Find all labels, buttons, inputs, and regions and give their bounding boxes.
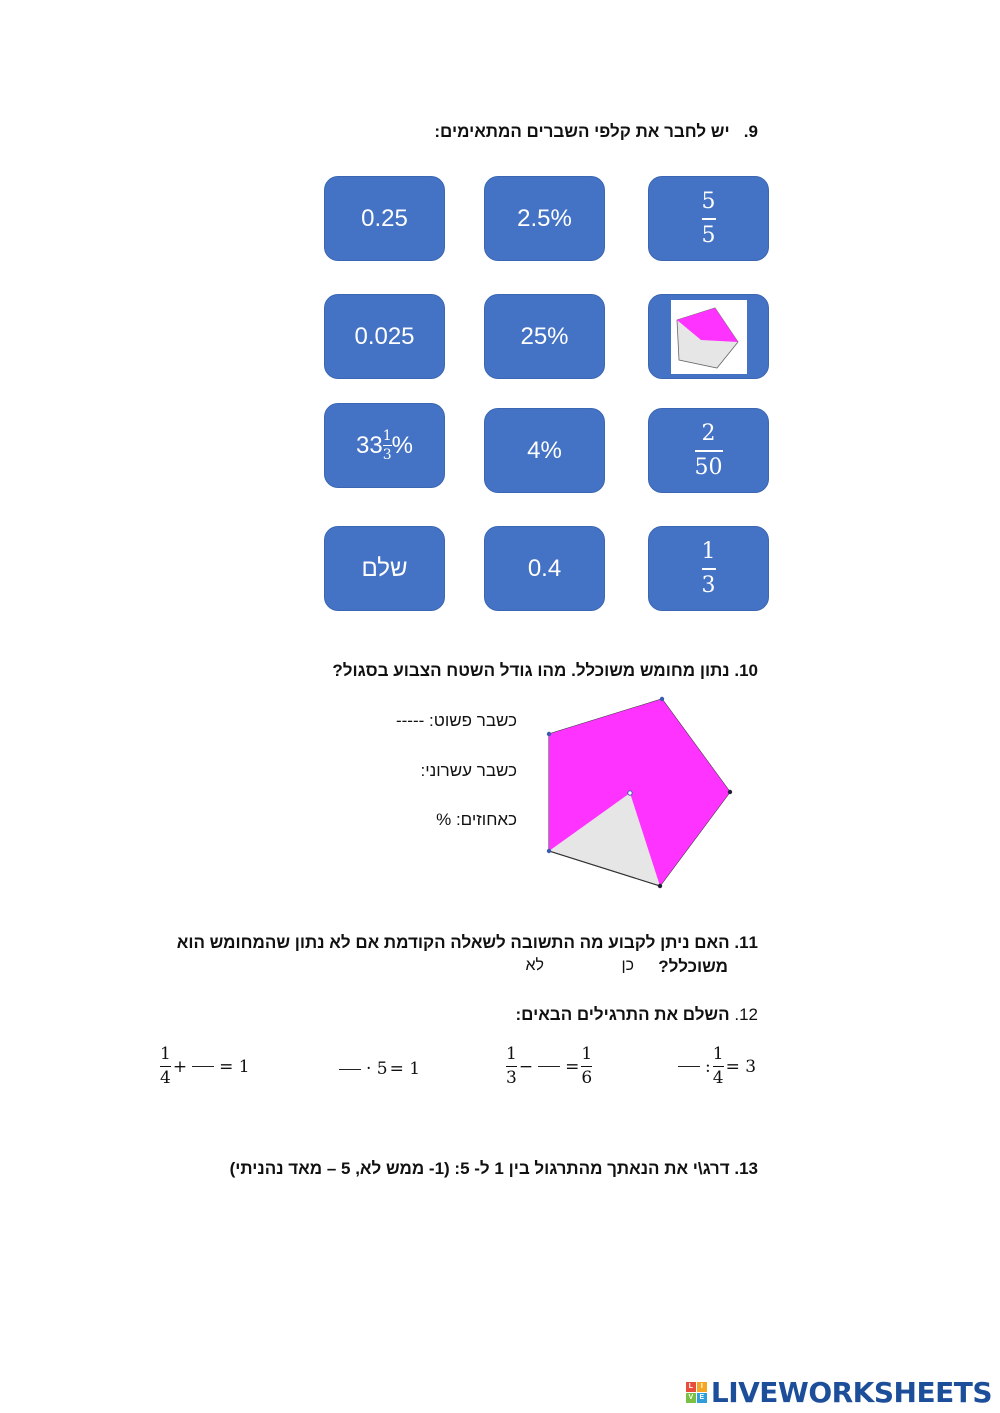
card-4-percent[interactable]: 4% — [484, 408, 605, 493]
exercise-1: $\frac{1}{4}$ + = 1 — [160, 1044, 250, 1088]
card-0-4[interactable]: 0.4 — [484, 526, 605, 611]
exercise-1-blank[interactable] — [192, 1066, 214, 1067]
question-9-number: 9. — [743, 122, 758, 141]
card-0-025[interactable]: 0.025 — [324, 294, 445, 379]
percent-label: כאחוזים: % — [436, 810, 517, 829]
fraction-1-3: $\frac{1}{3}$ — [701, 538, 716, 598]
answer-no[interactable]: לא — [525, 957, 544, 974]
exercise-3-blank[interactable] — [538, 1066, 560, 1067]
card-25-percent[interactable]: 25% — [484, 294, 605, 379]
card-33-1-3-percent[interactable] — [324, 403, 445, 488]
logo-text: LIVEWORKSHEETS — [710, 1376, 992, 1409]
fraction-2-50: $\frac{2}{50}$ — [694, 420, 723, 480]
exercise-4-blank[interactable] — [678, 1066, 700, 1067]
question-12: 12. השלם את התרגילים הבאים: — [515, 1005, 758, 1024]
card-2-over-50[interactable] — [648, 408, 769, 493]
exercise-2-blank[interactable] — [339, 1069, 361, 1070]
fraction-5-5: $\frac{5}{5}$ — [701, 188, 716, 248]
question-11-line2: משוכלל? — [658, 957, 728, 976]
card-whole[interactable]: שלם — [324, 526, 445, 611]
question-10: 10. נתון מחומש משוכלל. מהו גודל השטח הצבוע בסגול? — [332, 661, 758, 680]
card-pentagon-image[interactable] — [648, 294, 769, 379]
question-11-line1: 11. האם ניתן לקבוע מה התשובה לשאלה הקודמת אם לא נתון שהמחומש הוא — [176, 933, 758, 952]
answer-yes[interactable]: כן — [621, 957, 634, 974]
card-2-5-percent[interactable]: 2.5% — [484, 176, 605, 261]
liveworksheets-logo — [686, 1376, 992, 1409]
mixed-number: 33 $\frac{1}{3}$ % — [356, 428, 413, 463]
decimal-fraction-label: כשבר עשרוני: — [420, 761, 517, 780]
exercise-2: · 5 = 1 — [336, 1059, 420, 1079]
pentagon-thumbnail — [671, 300, 747, 374]
logo-icon: L I V E — [686, 1382, 707, 1403]
simple-fraction-label: כשבר פשוט: ----- — [395, 711, 517, 730]
card-5-over-5[interactable] — [648, 176, 769, 261]
exercise-4: : $\frac{1}{4}$ = 3 — [675, 1046, 756, 1087]
card-0-25[interactable]: 0.25 — [324, 176, 445, 261]
question-9 — [434, 122, 758, 142]
question-13: 13. דרג\י את הנאתך מהתרגול בין 1 ל- 5: (1- ממש לא, 5 – מאד נהניתי) — [229, 1159, 758, 1178]
card-1-over-3[interactable] — [648, 526, 769, 611]
regular-pentagon-figure — [540, 692, 740, 892]
exercise-3: $\frac{1}{3}$ − = $\frac{1}{6}$ — [506, 1044, 593, 1088]
question-9-text: יש לחבר את קלפי השברים המתאימים: — [434, 122, 730, 141]
